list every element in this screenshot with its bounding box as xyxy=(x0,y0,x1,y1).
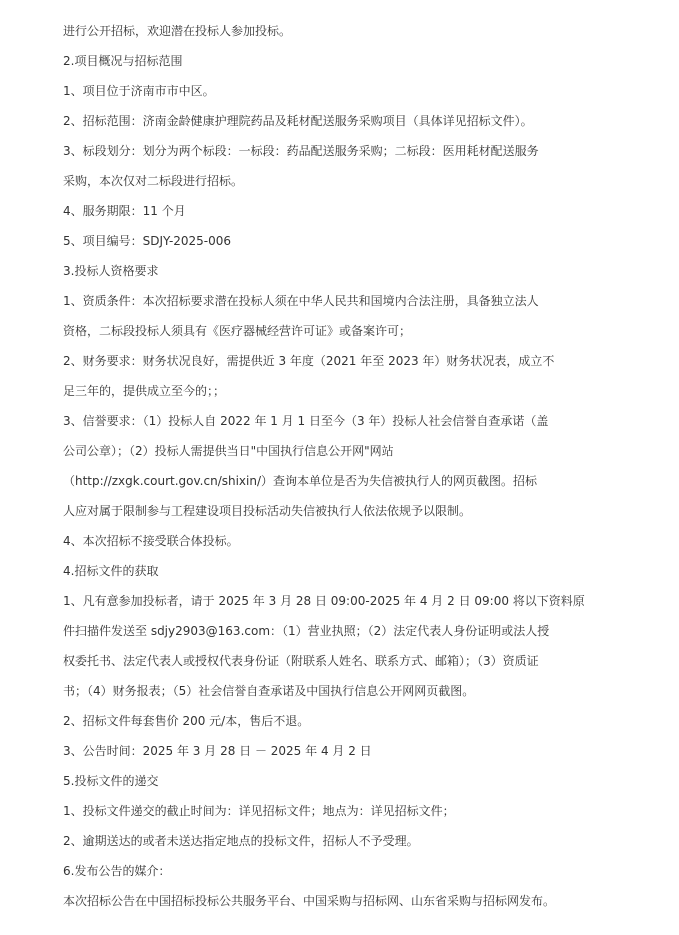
paragraph-line: 2、招标文件每套售价 200 元/本，售后不退。 xyxy=(63,714,310,728)
section-heading-project-overview: 2.项目概况与招标范围 xyxy=(63,54,183,68)
paragraph-line: 3、标段划分：划分为两个标段：一标段：药品配送服务采购；二标段：医用耗材配送服务 xyxy=(63,144,539,158)
paragraph-line: 2、招标范围：济南金龄健康护理院药品及耗材配送服务采购项目（具体详见招标文件）。 xyxy=(63,114,533,128)
paragraph-line: 进行公开招标，欢迎潜在投标人参加投标。 xyxy=(63,24,292,38)
paragraph-line: 4、服务期限：11 个月 xyxy=(63,204,186,218)
paragraph-line: 5、项目编号：SDJY-2025-006 xyxy=(63,234,232,248)
section-heading-documents: 4.招标文件的获取 xyxy=(63,564,159,578)
paragraph-line: 4、本次招标不接受联合体投标。 xyxy=(63,534,239,548)
section-heading-submission: 5.投标文件的递交 xyxy=(63,774,159,788)
paragraph-line: 3、信誉要求：（1）投标人自 2022 年 1 月 1 日至今（3 年）投标人社会信誉自查承诺（盖 xyxy=(63,414,549,428)
paragraph-line: 资格，二标段投标人须具有《医疗器械经营许可证》或备案许可； xyxy=(63,324,412,338)
paragraph-line: 公司公章）；（2）投标人需提供当日"中国执行信息公开网"网站 xyxy=(63,444,394,458)
paragraph-line: 足三年的，提供成立至今的；； xyxy=(63,384,226,398)
paragraph-line: 2、逾期送达的或者未送达指定地点的投标文件，招标人不予受理。 xyxy=(63,834,419,848)
paragraph-line: 1、资质条件：本次招标要求潜在投标人须在中华人民共和国境内合法注册，具备独立法人 xyxy=(63,294,539,308)
paragraph-line: 2、财务要求：财务状况良好，需提供近 3 年度（2021 年至 2023 年）财务状况表，成立不 xyxy=(63,354,555,368)
paragraph-line: 1、投标文件递交的截止时间为：详见招标文件；地点为：详见招标文件； xyxy=(63,804,455,818)
paragraph-line: 3、公告时间：2025 年 3 月 28 日 － 2025 年 4 月 2 日 xyxy=(63,744,372,758)
paragraph-line: 1、项目位于济南市市中区。 xyxy=(63,84,215,98)
paragraph-line: 权委托书、法定代表人或授权代表身份证（附联系人姓名、联系方式、邮箱）；（3）资质证 xyxy=(63,654,539,668)
section-heading-media: 6.发布公告的媒介： xyxy=(63,864,171,878)
paragraph-line: 件扫描件发送至 sdjy2903@163.com：（1）营业执照；（2）法定代表人身份证明或法人授 xyxy=(63,624,550,638)
paragraph-line: 1、凡有意参加投标者，请于 2025 年 3 月 28 日 09:00-2025 年 4 月 2 日 09:00 将以下资料原 xyxy=(63,594,585,608)
paragraph-line: （http://zxgk.court.gov.cn/shixin/）查询本单位是否为失信被执行人的网页截图。招标 xyxy=(63,474,538,488)
section-heading-qualification: 3.投标人资格要求 xyxy=(63,264,159,278)
paragraph-line: 采购，本次仅对二标段进行招标。 xyxy=(63,174,244,188)
paragraph-line: 书；（4）财务报表；（5）社会信誉自查承诺及中国执行信息公开网网页截图。 xyxy=(63,684,475,698)
paragraph-line: 人应对属于限制参与工程建设项目投标活动失信被执行人依法依规予以限制。 xyxy=(63,504,472,518)
paragraph-line: 本次招标公告在中国招标投标公共服务平台、中国采购与招标网、山东省采购与招标网发布。 xyxy=(63,894,556,908)
